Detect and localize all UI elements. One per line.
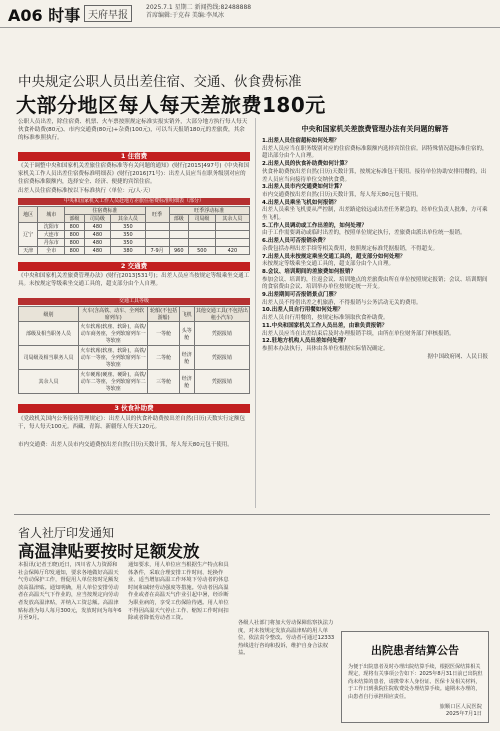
th-train: 火车(含高铁、动车、全列软席列车) bbox=[79, 307, 148, 322]
cell: 二等舱 bbox=[148, 346, 180, 370]
cell: 凭据报销 bbox=[194, 322, 249, 346]
qa-item bbox=[262, 184, 488, 199]
qa-question: 4.出差人员乘坐飞机如何报销？ bbox=[262, 199, 340, 206]
qa-answer: 杂费包括办理出差手续等相关费用，按照规定标准凭据报销，不得超支。 bbox=[262, 245, 439, 252]
cell: 420 bbox=[215, 247, 249, 255]
qa-question: 8.会议、培训期间的差旅费如何报销？ bbox=[262, 268, 356, 275]
qa-answer: 伙食补助费按出差自然(日历)天数计算，按规定标准包干使用。接待单位协助安排用餐的，出差人员应当向接待单位交纳伙食费。 bbox=[262, 168, 487, 183]
qa-list bbox=[262, 138, 488, 361]
cell bbox=[215, 231, 249, 239]
story2-col2: 通知要求，用人单位应当根据生产特点和具体条件，采取合理安排工作时间、轮换作业、适当增加高温工作环境下劳动者的休息时间和减轻劳动强度等措施。劳动者因高温作业或者在高温天气作业引起中暑，经诊断为职业病的，享受工伤保险待遇。用人单位不得因高温天气停止工作、缩短工作时间扣除或者降低劳动者工资。 bbox=[128, 562, 229, 622]
main-headline: 大部分地区每人每天差旅费180元 bbox=[16, 93, 326, 117]
qa-answer: 参照本办法执行，具体由各单位根据实际情况确定。 bbox=[262, 345, 389, 352]
cell: 800 bbox=[65, 239, 84, 247]
notice-box bbox=[341, 631, 489, 723]
cell bbox=[169, 223, 188, 231]
story2-col1: 本报讯(记者王晓)近日，四川省人力资源和社会保障厅印发通知，要求各地做好高温天气劳动保护工作，督促用人单位按时足额发放高温津贴。通知明确，用人单位安排劳动者在高温天气下作业的，应当按规定向劳动者发放高温津贴，并纳入工资总额。高温津贴标准为每人每月300元，发放时间为每年6月至9月。 bbox=[18, 562, 122, 622]
qa-item bbox=[262, 238, 488, 253]
cell: 火车软席(软座、软卧)，高铁/动车商务座，全列软席列车一等软座 bbox=[79, 322, 148, 346]
qa-item bbox=[262, 269, 488, 292]
qa-source: 据中国政府网、人民日报 bbox=[427, 353, 488, 360]
qa-question: 1.出差人员住宿超标如何处理？ bbox=[262, 138, 340, 144]
qa-title: 中央和国家机关差旅费管理办法有关问题的解答 bbox=[301, 125, 449, 133]
th-sj: 司局级 bbox=[84, 215, 111, 223]
section-note-lodging: 出差人员住宿费标准按以下标准执行（单位：元/人·天） bbox=[18, 188, 154, 194]
cell bbox=[188, 223, 215, 231]
section-band-transport: 2 交通费 bbox=[18, 262, 250, 271]
main-intro: 公职人员出差，除住宿费、机票、火车票按照规定标准实报实销外，大部分地方执行每人每天伙食补助费(80元)、市内交通费(80元)+杂费(100元)，可以当天报销180元的差旅费，其余的标准参照执行。 bbox=[18, 119, 248, 142]
th-otherv: 其他交通工具(不包括出租小汽车) bbox=[195, 308, 248, 321]
qa-question: 2.出差人员的伙食补助费如何计算？ bbox=[262, 161, 351, 168]
notice-signature bbox=[440, 704, 482, 718]
page-label: A06 时事 bbox=[8, 6, 81, 25]
meta-date: 2025.7.1 星期二 新闻热线:82488888 bbox=[146, 4, 252, 11]
th-level: 级别 bbox=[19, 307, 79, 322]
qa-answer: 由于工作需要调动或临时出差的，按照单位规定执行，差旅费由派出单位统一报销。 bbox=[262, 230, 466, 237]
column-divider bbox=[255, 118, 256, 508]
qa-item bbox=[262, 200, 488, 223]
cell: 350 bbox=[111, 231, 145, 239]
qa-question: 12.驻地方机构人员出差如何处理？ bbox=[262, 338, 349, 345]
cell: 其余人员 bbox=[19, 370, 79, 394]
table2-caption: 交通工具等级 bbox=[18, 298, 250, 305]
table-row bbox=[19, 231, 250, 239]
qa-answer: 出差人员乘坐飞机要从严控制，出差路途较远或出差任务紧急的，经单位负责人批准，方可乘坐飞机。 bbox=[262, 207, 488, 222]
story2-col3: 各级人社部门将加大劳动保障监察执法力度，对未按规定发放高温津贴的用人单位，依法责令整改。劳动者可通过12333热线进行咨询和投诉，维护自身合法权益。 bbox=[238, 620, 335, 657]
main-kicker: 中央规定公职人员出差住宿、交通、伙食费标准 bbox=[18, 74, 302, 90]
cell: 480 bbox=[84, 239, 111, 247]
table-row bbox=[19, 370, 250, 394]
cell: 7-9月 bbox=[145, 247, 169, 255]
table1-caption: 中央和国家机关工作人员赴地方差旅住宿费标准明细表（部分） bbox=[18, 198, 250, 205]
th-city: 城市 bbox=[38, 207, 65, 223]
section-text-localtransport: 市内交通费：出差人员市内交通费按出差自然(日历)天数计算，每人每天80元包干使用。 bbox=[18, 442, 233, 448]
cell-city: 丹东市 bbox=[38, 239, 65, 247]
cell: 经济舱 bbox=[179, 346, 194, 370]
section-band-lodging: 1 住宿费 bbox=[18, 152, 250, 161]
notice-body: 为便于出院患者及时办理出院结算手续，根据医保结算相关规定，现将有关事项公告如下：2025年8月31日前已出院但尚未结算的患者，请携带本人身份证、医保卡及相关材料，于工作日到我院住院收费处办理结算手续。逾期未办理的，由患者自行承担相应责任。 bbox=[348, 664, 483, 700]
cell-city: 沈阳市 bbox=[38, 223, 65, 231]
cell bbox=[215, 223, 249, 231]
cell-region: 天津 bbox=[19, 247, 38, 255]
qa-item bbox=[262, 223, 488, 238]
section-text-transport: 《中央和国家机关差旅费管理办法》(财行[2013]531号)；出差人员应当按规定等级乘坐交通工具。未按规定等级乘坐交通工具的，超支部分由个人自理。 bbox=[18, 273, 250, 287]
cell: 头等舱 bbox=[179, 322, 194, 346]
table-row bbox=[19, 247, 250, 255]
qa-answer: 出差人员应当在职务级别对应的住宿费标准限额内选择宾馆住宿。因特殊情况超标准住宿的，超出部分由个人自理。 bbox=[262, 145, 488, 160]
story2-kicker: 省人社厅印发通知 bbox=[18, 526, 115, 540]
section-text-lodging: 《关于调整中央和国家机关差旅住宿费标准等有关问题的通知》(财行[2015]497号)《中央和国家机关工作人员出差住宿费标准明细表》(财行[2016]71号)：出差人员应当在职务级别对应的住宿费标准限额内，选择安全、经济、便捷的宾馆住宿。 bbox=[18, 163, 250, 185]
cell: 司局级及相当职务人员 bbox=[19, 346, 79, 370]
section-text-meals: 《党政机关国内公务接待管理规定》：出差人员的伙食补助费按出差自然(日历)天数实行定额包干，每人每天100元。西藏、青海、新疆每人每天120元。 bbox=[18, 416, 246, 430]
cell: 350 bbox=[111, 223, 145, 231]
section-divider bbox=[14, 514, 490, 515]
th-dept: 部级 bbox=[65, 215, 84, 223]
cell bbox=[145, 239, 169, 247]
cell: 三等舱 bbox=[148, 370, 180, 394]
qa-answer: 出差人员不得借出差之机旅游，不得报销与公务活动无关的费用。 bbox=[262, 299, 422, 306]
cell: 凭据报销 bbox=[194, 370, 249, 394]
th-dept2: 部级 bbox=[169, 215, 188, 223]
cell: 经济舱 bbox=[179, 370, 194, 394]
section-band-meals: 3 伙食补助费 bbox=[18, 404, 250, 413]
notice-title: 出院患者结算公告 bbox=[371, 644, 459, 657]
cell bbox=[145, 231, 169, 239]
qa-item bbox=[262, 254, 488, 269]
masthead-meta bbox=[146, 4, 251, 20]
table-row bbox=[19, 346, 250, 370]
th-std: 住宿费标准 bbox=[65, 207, 145, 215]
th-other: 其余人员 bbox=[111, 215, 145, 223]
qa-question: 10.出差人员自行用餐如何处理？ bbox=[262, 307, 344, 314]
cell bbox=[169, 231, 188, 239]
cell: 380 bbox=[111, 247, 145, 255]
th-plane: 飞机 bbox=[179, 307, 194, 322]
notice-org: 旅顺口区人民医院 bbox=[439, 704, 482, 710]
story2-headline: 高温津贴要按时足额发放 bbox=[18, 542, 200, 561]
qa-question: 6.出差人员可否报销杂费？ bbox=[262, 238, 329, 245]
cell: 凭据报销 bbox=[194, 346, 249, 370]
th-other2: 其余人员 bbox=[215, 215, 249, 223]
th-region: 地区 bbox=[19, 207, 38, 223]
qa-answer: 市内交通费按出差自然(日历)天数计算，每人每天80元包干使用。 bbox=[262, 191, 422, 198]
table-row bbox=[19, 239, 250, 247]
table-row bbox=[19, 322, 250, 346]
th-float: 旺季浮动标准 bbox=[169, 207, 249, 215]
meta-editors: 首席编辑:于克春 美编:李凤冰 bbox=[146, 12, 224, 19]
cell bbox=[169, 239, 188, 247]
qa-question: 7.出差人员未按规定乘坐交通工具的，超支部分如何处理？ bbox=[262, 253, 406, 260]
th-sj2: 司局级 bbox=[188, 215, 215, 223]
qa-answer: 参加会议、培训的，往返会议、培训地点的差旅费由所在单位按照规定报销；会议、培训期间的食宿费由会议、培训举办单位按规定统一开支。 bbox=[262, 276, 488, 291]
cell: 480 bbox=[84, 247, 111, 255]
transport-table bbox=[18, 306, 250, 394]
cell: 火车软席(软座、软卧)，高铁/动车一等座，全列软席列车一等软座 bbox=[79, 346, 148, 370]
cell: 480 bbox=[84, 231, 111, 239]
cell: 火车硬席(硬座、硬卧)，高铁/动车二等座，全列软席列车二等软座 bbox=[79, 370, 148, 394]
qa-answer: 出差人员自行用餐的，按规定标准领取伙食补助费。 bbox=[262, 315, 389, 322]
qa-answer: 出差人员应当在出差结束后及时办理报销手续，由所在单位财务部门审核报销。 bbox=[262, 330, 455, 337]
cell: 一等舱 bbox=[148, 322, 180, 346]
cell bbox=[188, 239, 215, 247]
cell-city: 全市 bbox=[38, 247, 65, 255]
cell: 350 bbox=[111, 239, 145, 247]
cell-city: 大连市 bbox=[38, 231, 65, 239]
cell: 800 bbox=[65, 223, 84, 231]
th-ship: 轮船(不包括游船) bbox=[148, 307, 180, 322]
qa-question: 5.工作人员调动或工作出差的，如何处理？ bbox=[262, 222, 367, 229]
qa-question: 9.出差期间可否报销景点门票？ bbox=[262, 292, 340, 299]
qa-item bbox=[262, 292, 488, 307]
newspaper-logo: 天府早报 bbox=[84, 5, 132, 22]
cell-region: 辽宁 bbox=[19, 223, 38, 247]
qa-question: 11.中央和国家机关工作人员出差，由谁负责报销？ bbox=[262, 322, 388, 329]
cell bbox=[188, 231, 215, 239]
qa-item bbox=[262, 323, 488, 338]
qa-item bbox=[262, 307, 488, 322]
qa-item bbox=[262, 338, 488, 353]
masthead bbox=[0, 0, 500, 28]
cell bbox=[215, 239, 249, 247]
cell: 480 bbox=[84, 223, 111, 231]
table-row bbox=[19, 223, 250, 231]
cell: 800 bbox=[65, 231, 84, 239]
cell bbox=[145, 223, 169, 231]
cell: 800 bbox=[65, 247, 84, 255]
cell: 500 bbox=[188, 247, 215, 255]
qa-item bbox=[262, 161, 488, 184]
th-season: 旺季 bbox=[145, 207, 169, 223]
qa-answer: 未按规定等级乘坐交通工具的，超支部分由个人自理。 bbox=[262, 261, 395, 268]
cell: 960 bbox=[169, 247, 188, 255]
cell: 部级及相当职务人员 bbox=[19, 322, 79, 346]
qa-item bbox=[262, 138, 488, 161]
qa-question: 3.出差人员市内交通费如何计算？ bbox=[262, 184, 345, 191]
lodging-table bbox=[18, 206, 250, 255]
notice-date: 2025年7月1日 bbox=[445, 711, 482, 717]
